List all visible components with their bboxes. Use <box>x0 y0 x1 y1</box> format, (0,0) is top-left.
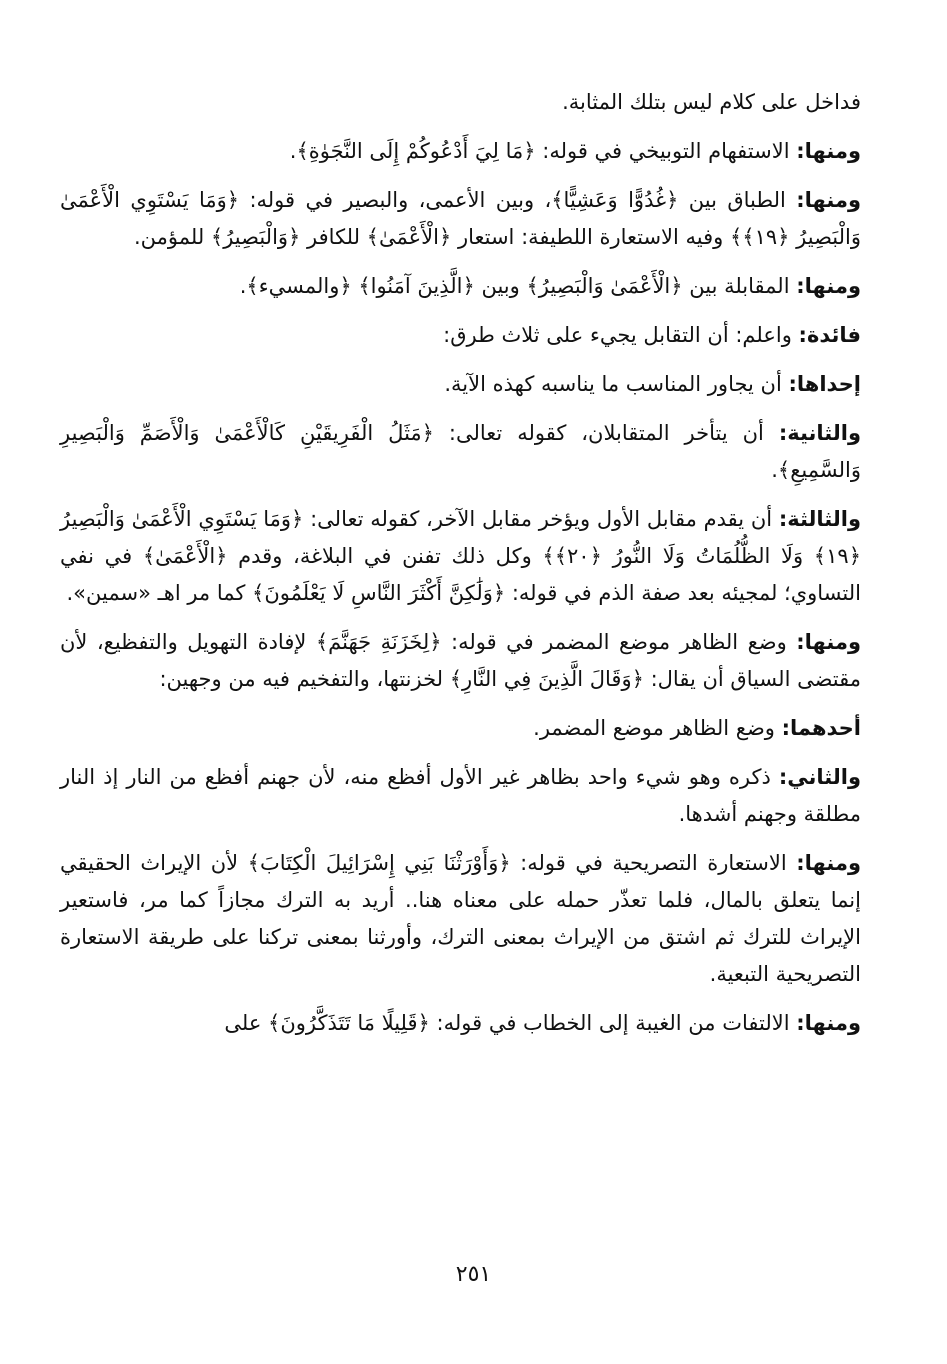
paragraph <box>60 317 861 354</box>
paragraph <box>60 268 861 305</box>
paragraph-lead: ومنها: <box>796 274 861 298</box>
page-number: ٢٥١ <box>455 1262 492 1287</box>
paragraph-lead: إحداها: <box>788 372 861 396</box>
paragraph-text: وضع الظاهر موضع المضمر. <box>533 716 782 740</box>
paragraph-text: واعلم: أن التقابل يجيء على ثلاث طرق: <box>443 323 799 347</box>
paragraph-lead: والثاني: <box>778 765 861 789</box>
paragraph <box>60 415 861 489</box>
paragraph-lead: ومنها: <box>796 1011 861 1035</box>
paragraph-text: ذكره وهو شيء واحد بظاهر غير الأول أفظع منه، لأن جهنم أفظع من النار إذ النار مطلقة وجهنم أشدها. <box>60 765 861 826</box>
paragraph-text: الاستفهام التوبيخي في قوله: ﴿مَا لِيَ أَدْعُوكُمْ إِلَى النَّجَوٰةِ﴾. <box>289 139 797 163</box>
paragraph-lead: ومنها: <box>796 630 861 654</box>
paragraph-text: أن يقدم مقابل الأول ويؤخر مقابل الآخر، كقوله تعالى: ﴿وَمَا يَسْتَوِي الْأَعْمَىٰ وَالْبَصِيرُ ﴿١٩﴾ وَلَا الظُّلُمَاتُ وَلَا النُّورُ ﴿٢٠﴾﴾ وكل ذلك تفنن في البلاغة، وقدم ﴿الْأَعْمَىٰ﴾ في نفي التساوي؛ لمجيئه بعد صفة الذم في قوله: ﴿وَلَٰكِنَّ أَكْثَرَ النَّاسِ لَا يَعْلَمُونَ﴾ كما مر اهـ «سمين». <box>60 507 861 605</box>
paragraph-text: أن يجاور المناسب ما يناسبه كهذه الآية. <box>444 372 789 396</box>
paragraph <box>60 182 861 256</box>
paragraph <box>60 624 861 698</box>
paragraph-lead: فائدة: <box>798 323 861 347</box>
paragraph-lead: ومنها: <box>796 139 861 163</box>
paragraph-lead: ومنها: <box>796 188 861 212</box>
paragraph <box>60 759 861 833</box>
page-body <box>60 84 861 1054</box>
paragraph-text: الالتفات من الغيبة إلى الخطاب في قوله: ﴿قَلِيلًا مَا تَتَذَكَّرُونَ﴾ على <box>224 1011 797 1035</box>
paragraph-text: الاستعارة التصريحية في قوله: ﴿وَأَوْرَثْنَا بَنِي إِسْرَائِيلَ الْكِتَابَ﴾ لأن الإيراث الحقيقي إنما يتعلق بالمال، فلما تعذّر حمله على معناه هنا.. أريد به الترك مجازاً كما مر، فاستعير الإيراث للترك ثم اشتق من الإيراث بمعنى الترك، وأورثنا بمعنى تركنا على طريقة الاستعارة التصريحية التبعية. <box>60 851 861 986</box>
paragraph-lead: ومنها: <box>796 851 861 875</box>
paragraph <box>60 84 861 121</box>
paragraph <box>60 366 861 403</box>
paragraph-text: فداخل على كلام ليس بتلك المثابة. <box>562 90 861 114</box>
paragraph <box>60 710 861 747</box>
paragraph-text: وضع الظاهر موضع المضمر في قوله: ﴿لِخَزَنَةِ جَهَنَّمَ﴾ لإفادة التهويل والتفظيع، لأن مقتضى السياق أن يقال: ﴿وَقَالَ الَّذِينَ فِي النَّارِ﴾ لخزنتها، والتفخيم فيه من وجهين: <box>60 630 861 691</box>
paragraph <box>60 133 861 170</box>
paragraph-text: المقابلة بين ﴿الْأَعْمَىٰ وَالْبَصِيرُ﴾ وبين ﴿الَّذِينَ آمَنُوا﴾ ﴿والمسيء﴾. <box>239 274 797 298</box>
paragraph-lead: أحدهما: <box>781 716 861 740</box>
paragraph-lead: والثانية: <box>778 421 861 445</box>
paragraph-text: الطباق بين ﴿غُدُوًّا وَعَشِيًّا﴾، وبين الأعمى، والبصير في قوله: ﴿وَمَا يَسْتَوِي الْأَعْمَىٰ وَالْبَصِيرُ ﴿١٩﴾﴾ وفيه الاستعارة اللطيفة: استعار ﴿الْأَعْمَىٰ﴾ للكافر ﴿وَالْبَصِيرُ﴾ للمؤمن. <box>60 188 861 249</box>
paragraph <box>60 1005 861 1042</box>
paragraph <box>60 845 861 993</box>
paragraph-lead: والثالثة: <box>778 507 861 531</box>
paragraph-text: أن يتأخر المتقابلان، كقوله تعالى: ﴿مَثَلُ الْفَرِيقَيْنِ كَالْأَعْمَىٰ وَالْأَصَمِّ وَالْبَصِيرِ وَالسَّمِيعِ﴾. <box>60 421 861 482</box>
paragraph <box>60 501 861 612</box>
